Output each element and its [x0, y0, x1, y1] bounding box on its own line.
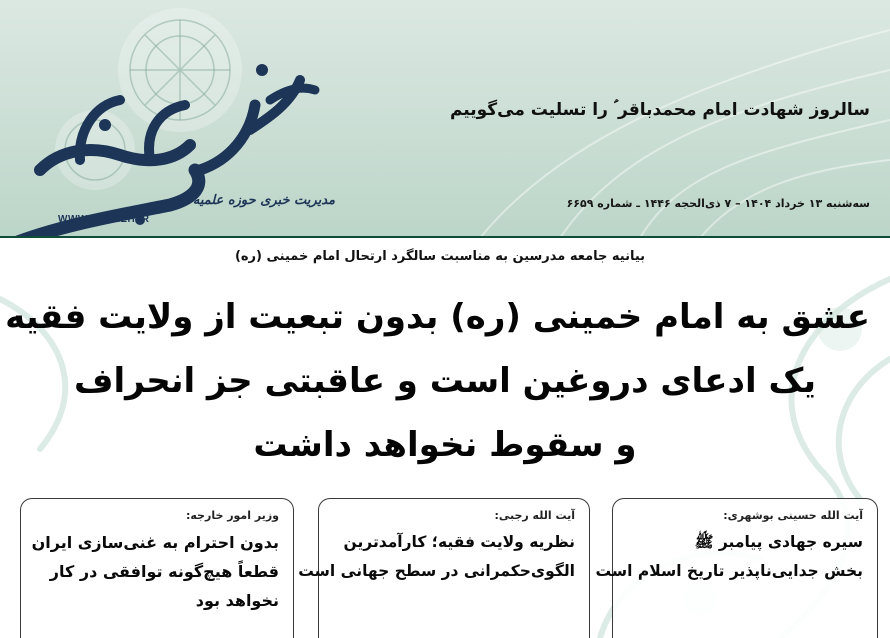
box-headline-line: الگوی‌حکمرانی در سطح جهانی است	[298, 562, 575, 580]
headline-line: عشق به امام خمینی (ره) بدون تبعیت از ولایت فقیه	[5, 297, 870, 337]
box-speaker-label: وزیر امور خارجه:	[185, 509, 279, 522]
website-url[interactable]: WWW.JAMEEH.IR	[58, 214, 150, 225]
box-headline-line: قطعاً هیچ‌گونه توافقی در کار	[49, 562, 279, 581]
box-headline-line: نظریه ولایت فقیه؛ کارآمدترین	[343, 533, 575, 551]
box-speaker-label: آیت الله حسینی بوشهری:	[723, 509, 863, 522]
box-speaker-label: آیت الله رجبی:	[494, 509, 575, 522]
box-headline-line: بدون احترام به غنی‌سازی ایران	[31, 533, 279, 552]
headline-line: و سقوط نخواهد داشت	[253, 425, 637, 465]
box-headline-line: نخواهد بود	[195, 591, 279, 610]
masthead-divider	[0, 236, 890, 238]
issue-date-number: سه‌شنبه ۱۳ خرداد ۱۴۰۴ – ۷ ذی‌الحجه ۱۴۴۶ ـ شماره ۶۶۵۹	[566, 197, 870, 210]
box-headline-line: سیره جهادی پیامبر ﷺ	[694, 533, 863, 551]
box-headline-line: بخش جدایی‌ناپذیر تاریخ اسلام است	[595, 562, 863, 580]
masthead	[0, 0, 890, 238]
condolence-message: سالروز شهادت امام محمدباقر ؑ را تسلیت می‌گوییم	[449, 100, 870, 120]
headline-kicker: بیانیه جامعه مدرسین به مناسبت سالگرد ارتحال امام خمینی (ره)	[234, 249, 646, 264]
news-box-foreign-minister[interactable]	[20, 498, 294, 638]
news-box-bushehri[interactable]	[595, 498, 878, 638]
main-headline[interactable]	[5, 285, 870, 477]
headline-line: یک ادعای دروغین است و عاقبتی جز انحراف	[73, 361, 817, 401]
news-box-rajabi[interactable]	[298, 498, 590, 638]
masthead-tagline: مدیریت خبری حوزه علمیه	[192, 193, 335, 208]
